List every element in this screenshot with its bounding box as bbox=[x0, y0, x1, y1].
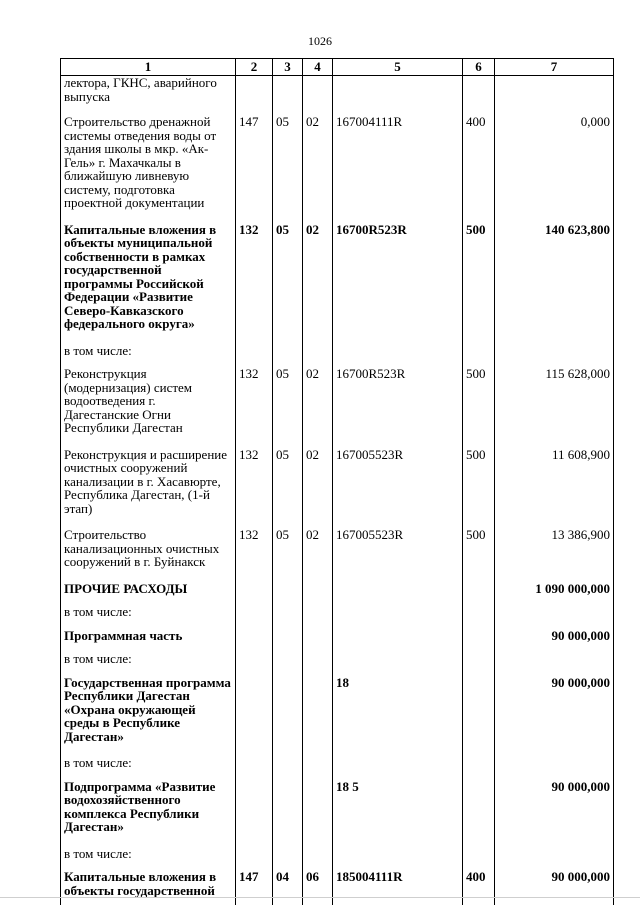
cell-col-7 bbox=[495, 847, 614, 871]
cell-col-3 bbox=[273, 652, 303, 676]
cell-col-4 bbox=[303, 780, 333, 847]
cell-col-7: 1 090 000,000 bbox=[495, 582, 614, 606]
cell-col-6: 500 bbox=[463, 223, 495, 344]
cell-col-2: 147 bbox=[236, 115, 273, 223]
cell-col-5 bbox=[333, 76, 463, 116]
cell-col-5: 16700R523R bbox=[333, 367, 463, 448]
cell-col-4 bbox=[303, 676, 333, 757]
cell-col-7 bbox=[495, 344, 614, 368]
cell-col-3 bbox=[273, 605, 303, 629]
cell-col-4 bbox=[303, 344, 333, 368]
cell-col-2: 147 bbox=[236, 870, 273, 905]
cell-col-6 bbox=[463, 605, 495, 629]
cell-col-7: 0,000 bbox=[495, 115, 614, 223]
cell-col-6: 500 bbox=[463, 448, 495, 529]
cell-col-3: 05 bbox=[273, 367, 303, 448]
cell-col-3 bbox=[273, 76, 303, 116]
cell-col-4: 02 bbox=[303, 367, 333, 448]
cell-col-3 bbox=[273, 676, 303, 757]
cell-col-4 bbox=[303, 629, 333, 653]
row-name: Реконструкция и расширение очистных сооружений канализации в г. Хасавюрте, Республика Дагестан, (1-й этап) bbox=[61, 448, 236, 529]
table-row bbox=[61, 605, 614, 629]
header-col-4: 4 bbox=[303, 59, 333, 76]
row-name: в том числе: bbox=[61, 847, 236, 871]
cell-col-3 bbox=[273, 582, 303, 606]
cell-col-6: 400 bbox=[463, 870, 495, 905]
cell-col-2 bbox=[236, 605, 273, 629]
cell-col-5 bbox=[333, 582, 463, 606]
table-row bbox=[61, 652, 614, 676]
cell-col-5 bbox=[333, 605, 463, 629]
cell-col-5 bbox=[333, 847, 463, 871]
cell-col-2: 132 bbox=[236, 367, 273, 448]
cell-col-7: 90 000,000 bbox=[495, 629, 614, 653]
cell-col-2 bbox=[236, 582, 273, 606]
cell-col-5: 167005523R bbox=[333, 528, 463, 582]
cell-col-2 bbox=[236, 629, 273, 653]
table-row bbox=[61, 676, 614, 757]
cell-col-2 bbox=[236, 780, 273, 847]
cell-col-3 bbox=[273, 756, 303, 780]
cell-col-4 bbox=[303, 582, 333, 606]
table-row bbox=[61, 870, 614, 905]
row-name: Государственная программа Республики Дагестан «Охрана окружающей среды в Республике Дагестан» bbox=[61, 676, 236, 757]
cell-col-3 bbox=[273, 629, 303, 653]
table-row bbox=[61, 756, 614, 780]
cell-col-7: 115 628,000 bbox=[495, 367, 614, 448]
cell-col-4 bbox=[303, 847, 333, 871]
cell-col-6 bbox=[463, 780, 495, 847]
cell-col-3: 05 bbox=[273, 115, 303, 223]
cell-col-4: 02 bbox=[303, 223, 333, 344]
cell-col-7 bbox=[495, 76, 614, 116]
cell-col-3 bbox=[273, 344, 303, 368]
row-name: в том числе: bbox=[61, 605, 236, 629]
cell-col-4: 06 bbox=[303, 870, 333, 905]
table-row bbox=[61, 582, 614, 606]
cell-col-2: 132 bbox=[236, 223, 273, 344]
cell-col-4: 02 bbox=[303, 448, 333, 529]
cell-col-5 bbox=[333, 344, 463, 368]
cell-col-5: 167004111R bbox=[333, 115, 463, 223]
cell-col-2 bbox=[236, 676, 273, 757]
cell-col-7 bbox=[495, 756, 614, 780]
cell-col-3: 04 bbox=[273, 870, 303, 905]
budget-table bbox=[60, 58, 614, 905]
cell-col-7: 90 000,000 bbox=[495, 780, 614, 847]
row-name: Капитальные вложения в объекты муниципальной собственности в рамках государственной программы Российской Федерации «Развитие Северо-Кавказского федерального округа» bbox=[61, 223, 236, 344]
cell-col-6 bbox=[463, 676, 495, 757]
cell-col-2: 132 bbox=[236, 448, 273, 529]
cell-col-7: 13 386,900 bbox=[495, 528, 614, 582]
cell-col-5 bbox=[333, 652, 463, 676]
page-number: 1026 bbox=[308, 34, 332, 48]
row-name: в том числе: bbox=[61, 344, 236, 368]
table-row bbox=[61, 223, 614, 344]
cell-col-2: 132 bbox=[236, 528, 273, 582]
header-col-7: 7 bbox=[495, 59, 614, 76]
cell-col-6: 400 bbox=[463, 115, 495, 223]
cell-col-7 bbox=[495, 605, 614, 629]
table-row bbox=[61, 629, 614, 653]
row-name: Подпрограмма «Развитие водохозяйственного комплекса Республики Дагестан» bbox=[61, 780, 236, 847]
row-name: в том числе: bbox=[61, 652, 236, 676]
table-row bbox=[61, 448, 614, 529]
cell-col-6 bbox=[463, 652, 495, 676]
cell-col-7 bbox=[495, 652, 614, 676]
cell-col-3 bbox=[273, 847, 303, 871]
table-row bbox=[61, 847, 614, 871]
header-col-3: 3 bbox=[273, 59, 303, 76]
cell-col-2 bbox=[236, 756, 273, 780]
cell-col-6 bbox=[463, 629, 495, 653]
cell-col-4: 02 bbox=[303, 115, 333, 223]
cell-col-7: 90 000,000 bbox=[495, 676, 614, 757]
row-name: в том числе: bbox=[61, 756, 236, 780]
cell-col-6 bbox=[463, 76, 495, 116]
cell-col-4 bbox=[303, 652, 333, 676]
row-name: ПРОЧИЕ РАСХОДЫ bbox=[61, 582, 236, 606]
cell-col-3: 05 bbox=[273, 528, 303, 582]
cell-col-4 bbox=[303, 756, 333, 780]
row-name: Строительство дренажной системы отведения воды от здания школы в мкр. «Ак-Гель» г. Махачкалы в ближайшую ливневую систему, подготовка проектной документации bbox=[61, 115, 236, 223]
table-row bbox=[61, 115, 614, 223]
cell-col-6 bbox=[463, 847, 495, 871]
cell-col-6 bbox=[463, 344, 495, 368]
row-name: Капитальные вложения в объекты государственной bbox=[61, 870, 236, 905]
header-row bbox=[61, 59, 614, 76]
table-row bbox=[61, 528, 614, 582]
cell-col-5 bbox=[333, 756, 463, 780]
cell-col-7: 90 000,000 bbox=[495, 870, 614, 905]
cell-col-2 bbox=[236, 847, 273, 871]
cell-col-6: 500 bbox=[463, 528, 495, 582]
cell-col-3: 05 bbox=[273, 448, 303, 529]
cell-col-6 bbox=[463, 582, 495, 606]
cell-col-3 bbox=[273, 780, 303, 847]
cell-col-3: 05 bbox=[273, 223, 303, 344]
cell-col-5: 16700R523R bbox=[333, 223, 463, 344]
header-col-6: 6 bbox=[463, 59, 495, 76]
row-name: Программная часть bbox=[61, 629, 236, 653]
header-col-2: 2 bbox=[236, 59, 273, 76]
cell-col-2 bbox=[236, 344, 273, 368]
page-bottom-divider bbox=[0, 897, 640, 898]
cell-col-5: 18 bbox=[333, 676, 463, 757]
cell-col-6 bbox=[463, 756, 495, 780]
table-row bbox=[61, 344, 614, 368]
row-name: Строительство канализационных очистных сооружений в г. Буйнакск bbox=[61, 528, 236, 582]
header-col-5: 5 bbox=[333, 59, 463, 76]
cell-col-5: 185004111R bbox=[333, 870, 463, 905]
cell-col-4 bbox=[303, 605, 333, 629]
cell-col-5: 167005523R bbox=[333, 448, 463, 529]
table-row bbox=[61, 76, 614, 116]
cell-col-4: 02 bbox=[303, 528, 333, 582]
table-row bbox=[61, 367, 614, 448]
cell-col-4 bbox=[303, 76, 333, 116]
cell-col-7: 140 623,800 bbox=[495, 223, 614, 344]
cell-col-2 bbox=[236, 652, 273, 676]
row-name: лектора, ГКНС, аварийного выпуска bbox=[61, 76, 236, 116]
cell-col-6: 500 bbox=[463, 367, 495, 448]
table-row bbox=[61, 780, 614, 847]
cell-col-7: 11 608,900 bbox=[495, 448, 614, 529]
cell-col-5 bbox=[333, 629, 463, 653]
cell-col-2 bbox=[236, 76, 273, 116]
cell-col-5: 18 5 bbox=[333, 780, 463, 847]
header-col-1: 1 bbox=[61, 59, 236, 76]
row-name: Реконструкция (модернизация) систем водоотведения г. Дагестанские Огни Республики Дагестан bbox=[61, 367, 236, 448]
